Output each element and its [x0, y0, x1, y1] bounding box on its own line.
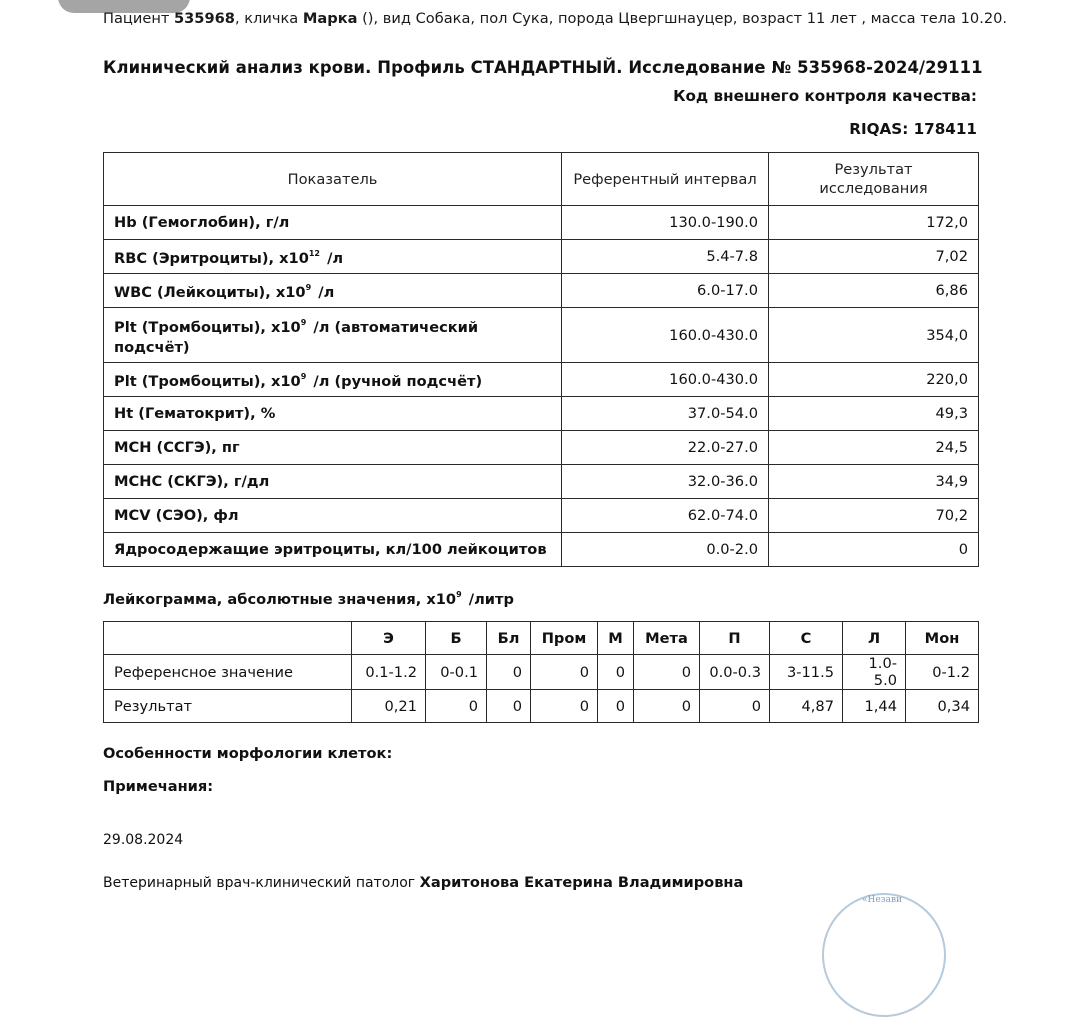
- table-row: [104, 206, 979, 240]
- indicator-label: MCV (СЭО), фл: [114, 506, 239, 524]
- qc-code: RIQAS: 178411: [849, 120, 977, 138]
- leukogram-reference-cell: 3-11.5: [770, 655, 843, 690]
- doctor-signature-line: [103, 874, 743, 891]
- reference-interval: 22.0-27.0: [562, 431, 769, 465]
- leukogram-header-cell: Бл: [487, 622, 531, 655]
- leukogram-header-cell: [104, 622, 352, 655]
- result-value: 7,02: [769, 240, 979, 274]
- table-row: [104, 533, 979, 567]
- seal-stamp: [822, 893, 946, 1017]
- leukogram-result-cell: 0,21: [352, 690, 426, 723]
- indicator-label: MCHC (СКГЭ), г/дл: [114, 472, 270, 490]
- indicator-unit: /л: [322, 250, 344, 267]
- result-value: 49,3: [769, 397, 979, 431]
- indicator-name: [104, 363, 562, 397]
- indicator-name: [104, 240, 562, 274]
- leukogram-reference-cell: 0: [531, 655, 598, 690]
- leukogram-result-cell: 0: [531, 690, 598, 723]
- leukogram-header-cell: П: [700, 622, 770, 655]
- leukogram-header-cell: Э: [352, 622, 426, 655]
- header-result: Результат исследования: [769, 153, 979, 206]
- indicator-name: [104, 397, 562, 431]
- result-value: 220,0: [769, 363, 979, 397]
- leukogram-reference-cell: 0.0-0.3: [700, 655, 770, 690]
- indicator-name: [104, 465, 562, 499]
- indicator-name: [104, 206, 562, 240]
- reference-interval: 6.0-17.0: [562, 274, 769, 308]
- reference-interval: 160.0-430.0: [562, 308, 769, 363]
- leukogram-reference-cell: 0-0.1: [426, 655, 487, 690]
- leukogram-header-cell: Пром: [531, 622, 598, 655]
- result-value: 354,0: [769, 308, 979, 363]
- leukogram-header-row: [104, 622, 979, 655]
- reference-interval: 37.0-54.0: [562, 397, 769, 431]
- doctor-name: Харитонова Екатерина Владимировна: [419, 874, 744, 891]
- table-header-row: [104, 153, 979, 206]
- indicator-name: [104, 431, 562, 465]
- leukogram-reference-cell: 1.0-5.0: [843, 655, 906, 690]
- indicator-exponent: 12: [308, 249, 320, 258]
- leukogram-result-cell: 4,87: [770, 690, 843, 723]
- leukogram-reference-cell: 0-1.2: [906, 655, 979, 690]
- table-row: [104, 240, 979, 274]
- qc-label: Код внешнего контроля качества:: [673, 87, 977, 105]
- leukogram-result-cell: 0: [426, 690, 487, 723]
- leukogram-header-cell: Б: [426, 622, 487, 655]
- leukogram-row-label: Референсное значение: [104, 655, 352, 690]
- reference-interval: 32.0-36.0: [562, 465, 769, 499]
- indicator-name: [104, 533, 562, 567]
- indicator-label: Plt (Тромбоциты), x10: [114, 373, 301, 390]
- patient-name-label: , кличка: [234, 10, 303, 27]
- leukogram-result-row: [104, 690, 979, 723]
- leukogram-result-cell: 1,44: [843, 690, 906, 723]
- leukogram-result-cell: 0: [700, 690, 770, 723]
- seal-stamp-text: «Незави: [862, 895, 903, 905]
- leukogram-reference-cell: 0: [598, 655, 634, 690]
- header-indicator: Показатель: [104, 153, 562, 206]
- leukogram-title-exponent: 9: [456, 590, 462, 599]
- table-row: [104, 397, 979, 431]
- report-date: 29.08.2024: [103, 832, 184, 848]
- leukogram-title: [103, 590, 514, 608]
- blood-analysis-table: [103, 152, 979, 567]
- patient-prefix: Пациент: [103, 10, 174, 27]
- doctor-role: Ветеринарный врач-клинический патолог: [103, 875, 420, 891]
- indicator-label: Hb (Гемоглобин), г/л: [114, 213, 290, 231]
- reference-interval: 0.0-2.0: [562, 533, 769, 567]
- leukogram-result-cell: 0: [487, 690, 531, 723]
- indicator-label: Ядросодержащие эритроциты, кл/100 лейкоцитов: [114, 540, 547, 558]
- leukogram-title-text: Лейкограмма, абсолютные значения, x10: [103, 591, 457, 608]
- table-row: [104, 431, 979, 465]
- indicator-name: [104, 499, 562, 533]
- leukogram-row-label: Результат: [104, 690, 352, 723]
- report-title: Клинический анализ крови. Профиль СТАНДАРТНЫЙ. Исследование № 535968-2024/29111: [103, 58, 983, 77]
- result-value: 70,2: [769, 499, 979, 533]
- leukogram-header-cell: Л: [843, 622, 906, 655]
- leukogram-result-cell: 0,34: [906, 690, 979, 723]
- morphology-label: Особенности морфологии клеток:: [103, 745, 393, 762]
- result-value: 34,9: [769, 465, 979, 499]
- leukogram-reference-cell: 0: [487, 655, 531, 690]
- table-row: [104, 499, 979, 533]
- leukogram-header-cell: Мон: [906, 622, 979, 655]
- indicator-exponent: 9: [300, 372, 307, 381]
- reference-interval: 160.0-430.0: [562, 363, 769, 397]
- table-row: [104, 363, 979, 397]
- leukogram-title-unit: /литр: [463, 591, 514, 608]
- leukogram-reference-row: [104, 655, 979, 690]
- leukogram-header-cell: М: [598, 622, 634, 655]
- indicator-exponent: 9: [300, 317, 307, 327]
- reference-interval: 62.0-74.0: [562, 499, 769, 533]
- notes-label: Примечания:: [103, 778, 214, 795]
- patient-name: Марка: [302, 10, 358, 27]
- reference-interval: 5.4-7.8: [562, 240, 769, 274]
- leukogram-header-cell: Мета: [634, 622, 700, 655]
- header-reference: Референтный интервал: [562, 153, 769, 206]
- leukogram-table: [103, 621, 979, 723]
- indicator-name: [104, 308, 562, 363]
- table-row: [104, 308, 979, 363]
- indicator-exponent: 9: [305, 283, 312, 292]
- table-row: [104, 465, 979, 499]
- result-value: 0: [769, 533, 979, 567]
- patient-id: 535968: [174, 10, 235, 27]
- patient-info-line: [103, 10, 1008, 27]
- indicator-unit: /л: [313, 284, 335, 301]
- leukogram-header-cell: С: [770, 622, 843, 655]
- indicator-name: [104, 274, 562, 308]
- leukogram-result-cell: 0: [598, 690, 634, 723]
- indicator-label: Plt (Тромбоциты), x10: [114, 318, 301, 336]
- indicator-label: RBC (Эритроциты), x10: [114, 250, 309, 267]
- leukogram-reference-cell: 0.1-1.2: [352, 655, 426, 690]
- table-row: [104, 274, 979, 308]
- indicator-label: Ht (Гематокрит), %: [114, 404, 276, 422]
- indicator-label: MCH (ССГЭ), пг: [114, 438, 240, 456]
- result-value: 6,86: [769, 274, 979, 308]
- result-value: 24,5: [769, 431, 979, 465]
- patient-details: (), вид Собака, пол Сука, порода Цвергшнауцер, возраст 11 лет , масса тела 10.20.: [357, 10, 1008, 27]
- leukogram-reference-cell: 0: [634, 655, 700, 690]
- indicator-label: WBC (Лейкоциты), x10: [114, 284, 306, 301]
- reference-interval: 130.0-190.0: [562, 206, 769, 240]
- indicator-unit: /л (ручной подсчёт): [308, 373, 483, 390]
- result-value: 172,0: [769, 206, 979, 240]
- leukogram-result-cell: 0: [634, 690, 700, 723]
- indicator-unit: /л (автоматический подсчёт): [114, 318, 479, 356]
